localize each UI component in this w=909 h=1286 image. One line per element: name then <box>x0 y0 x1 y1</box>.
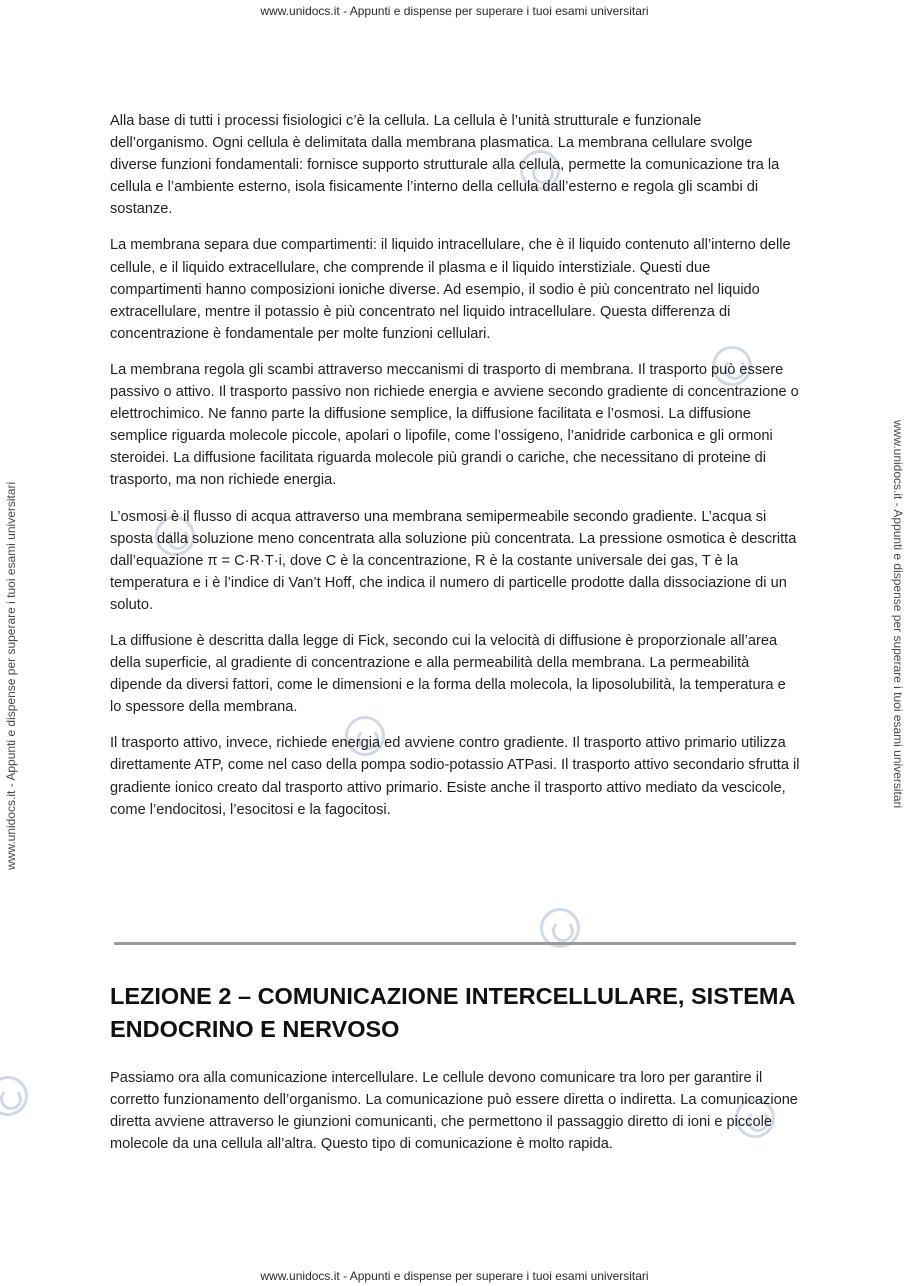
bottom-watermark-banner: www.unidocs.it - Appunti e dispense per superare i tuoi esami universitari <box>260 1269 649 1283</box>
top-watermark-banner: www.unidocs.it - Appunti e dispense per superare i tuoi esami universitari <box>260 4 649 18</box>
paragraph: L’osmosi è il flusso di acqua attraverso una membrana semipermeabile secondo gradiente. L’acqua si sposta dalla soluzione meno concentrata alla soluzione più concentrata. La pressione osmotica è descritta dall’equazione π = C·R·T·i, dove C è la concentrazione, R è la costante universale dei gas, T è la temperatura e i è l’indice di Van’t Hoff, che indica il numero di particelle prodotte dalla dissociazione di un soluto. <box>110 508 797 613</box>
paragraph: Il trasporto attivo, invece, richiede energia ed avviene contro gradiente. Il trasporto attivo primario utilizza direttamente ATP, come nel caso della pompa sodio-potassio ATPasi. Il trasporto attivo secondario sfrutta il gradiente ionico creato dal trasporto attivo primario. Esiste anche il trasporto attivo mediato da vescicole, come l’endocitosi, l’esocitosi e la fagocitosi. <box>110 735 800 818</box>
section-paragraph: Passiamo ora alla comunicazione intercellulare. Le cellule devono comunicare tra loro per garantire il corretto funzionamento dell’organismo. La comunicazione può essere diretta o indiretta. La comunicazione diretta avviene attraverso le giunzioni comunicanti, che permettono il passaggio diretto di ioni e piccole molecole da una cellula all’altra. Questo tipo di comunicazione è molto rapida. <box>110 1070 798 1153</box>
document-body <box>110 110 800 835</box>
right-side-watermark: www.unidocs.it - Appunti e dispense per superare i tuoi esami universitari <box>891 420 905 809</box>
section-heading: LEZIONE 2 – COMUNICAZIONE INTERCELLULARE, SISTEMA ENDOCRINO E NERVOSO <box>110 983 795 1042</box>
paragraph: La diffusione è descritta dalla legge di Fick, secondo cui la velocità di diffusione è proporzionale all’area della superficie, al gradiente di concentrazione e alla permeabilità della membrana. La permeabilità dipende da diversi fattori, come le dimensioni e la forma della molecola, la liposolubilità, la temperatura e lo spessore della membrana. <box>110 632 786 716</box>
paragraph: La membrana regola gli scambi attraverso meccanismi di trasporto di membrana. Il trasporto può essere passivo o attivo. Il trasporto passivo non richiede energia e avviene secondo gradiente di concentrazione o elettrochimico. Ne fanno parte la diffusione semplice, la diffusione facilitata e l’osmosi. La diffusione semplice riguarda molecole piccole, apolari o lipofile, come l’ossigeno, l’anidride carbonica e gli ormoni steroidei. La diffusione facilitata riguarda molecole più grandi o cariche, che necessitano di proteine di trasporto, ma non richiede energia. <box>110 361 799 489</box>
left-side-watermark: www.unidocs.it - Appunti e dispense per superare i tuoi esami universitari <box>4 481 18 870</box>
watermark-logo-icon <box>0 1076 28 1116</box>
section-divider <box>114 942 796 945</box>
paragraph: Alla base di tutti i processi fisiologici c’è la cellula. La cellula è l’unità strutturale e funzionale dell’organismo. Ogni cellula è delimitata dalla membrana plasmatica. La membrana cellulare svolge diverse funzioni fondamentali: fornisce supporto strutturale alla cellula, permette la comunicazione tra la cellula e l’ambiente esterno, isola fisicamente l’interno della cellula dall’esterno e regola gli scambi di sostanze. <box>110 113 780 218</box>
paragraph: La membrana separa due compartimenti: il liquido intracellulare, che è il liquido contenuto all’interno delle cellule, e il liquido extracellulare, che comprende il plasma e il liquido interstiziale. Questi due compartimenti hanno composizioni ioniche diverse. Ad esempio, il sodio è più concentrato nel liquido extracellulare, mentre il potassio è più concentrato nel liquido intracellulare. Questa differenza di concentrazione è fondamentale per molte funzioni cellulari. <box>110 237 791 342</box>
